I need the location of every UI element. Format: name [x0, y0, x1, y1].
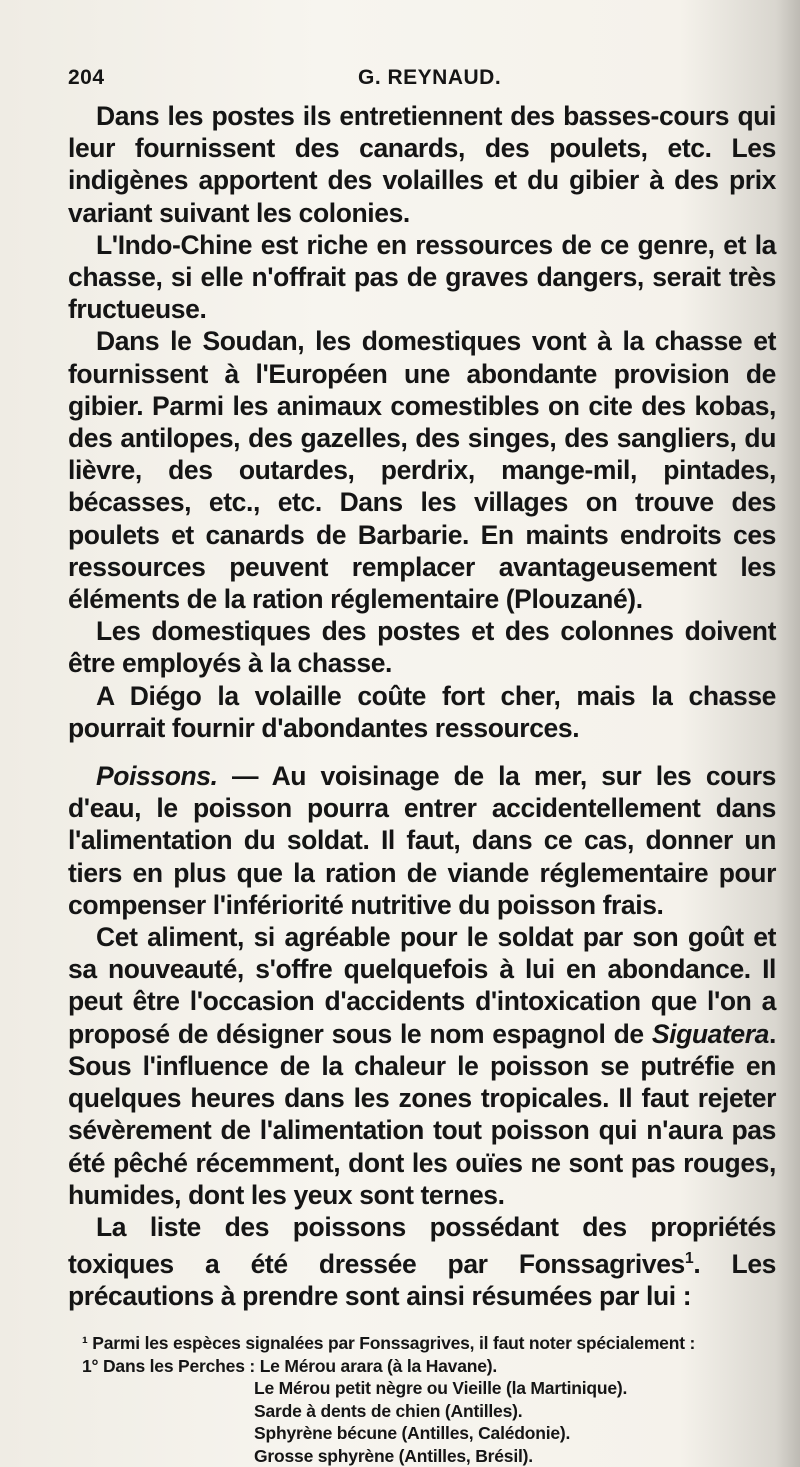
footnote-1: ¹ Parmi les espèces signalées par Fonssagrives, il faut noter spécialement :: [82, 1333, 696, 1354]
term-siguatera: Siguatera: [651, 1018, 770, 1049]
fonssagrives-text-before: La liste des poissons possédant des propriétés toxiques a été dressée par Fonssagrives: [68, 1211, 776, 1279]
footnotes: [68, 1332, 776, 1467]
paragraph-domestiques: Les domestiques des postes et des colonnes doivent être employés à la chasse.: [68, 616, 776, 679]
paragraph-indo-chine: L'Indo-Chine est riche en ressources de ce genre, et la chasse, si elle n'offrait pas de graves dangers, serait très fructueuse.: [68, 229, 776, 325]
fonssagrives-text-after: . Les précautions à prendre sont ainsi résumées par lui :: [68, 1248, 777, 1312]
page-header: [68, 66, 776, 100]
footnote-list-item: Grosse sphyrène (Antilles, Brésil).: [254, 1445, 533, 1466]
paragraph-basses-cours: Dans les postes ils entretiennent des basses-cours qui leur fournissent des canards, des poulets, etc. Les indigènes apportent des volailles et du gibier à des prix variant suivant les colonies.: [68, 101, 776, 228]
siguatera-text-after: . Sous l'influence de la chaleur le poisson se putréfie en quelques heures dans les zones tropicales. Il faut rejeter sévèrement de l'alimentation tout poisson qui n'aura pas été pêché récemment, dont les ouïes ne sont pas rouges, humides, dont les yeux sont ternes.: [68, 1018, 776, 1210]
paragraph-diego: A Diégo la volaille coûte fort cher, mais la chasse pourrait fournir d'abondantes ressources.: [68, 680, 776, 743]
paragraph-fonssagrives: [68, 1211, 776, 1312]
page-body: [68, 100, 776, 1312]
paragraph-soudan: Dans le Soudan, les domestiques vont à la chasse et fournissent à l'Européen une abondante provision de gibier. Parmi les animaux comestibles on cite des kobas, des antilopes, des gazelles, des singes, des sangliers, du lièvre, des outardes, perdrix, mange-mil, pintades, bécasses, etc., etc. Dans les villages on trouve des poulets et canards de Barbarie. En maints endroits ces ressources peuvent remplacer avantageusement les éléments de la ration réglementaire (Plouzané).: [68, 326, 776, 615]
footnote-list-item: Sphyrène bécune (Antilles, Calédonie).: [254, 1423, 571, 1444]
section-heading-poissons: Poissons.: [96, 761, 218, 792]
page-number: 204: [68, 66, 105, 89]
poissons-text: — Au voisinage de la mer, sur les cours d'eau, le poisson pourra entrer accidentellement dans l'alimentation du soldat. Il faut, dans ce cas, donner un tiers en plus que la ration de viande réglementaire pour compenser l'infériorité nutritive du poisson frais.: [68, 761, 776, 920]
running-head: G. REYNAUD.: [358, 66, 502, 89]
paragraph-poissons: [68, 760, 776, 921]
footnote-list-item: Le Mérou petit nègre ou Vieille (la Martinique).: [254, 1378, 628, 1399]
paragraph-siguatera: [68, 921, 776, 1211]
footnote-reference: 1: [684, 1250, 694, 1268]
footnote-item-perches: 1° Dans les Perches : Le Mérou arara (à la Havane).: [82, 1355, 498, 1376]
siguatera-text-before: Cet aliment, si agréable pour le soldat par son goût et sa nouveauté, s'offre quelquefois à lui en abondance. Il peut être l'occasion d'accidents d'intoxication que l'on a proposé de désigner sous le nom espagnol de: [68, 922, 776, 1049]
footnote-list-item: Sarde à dents de chien (Antilles).: [254, 1400, 523, 1421]
